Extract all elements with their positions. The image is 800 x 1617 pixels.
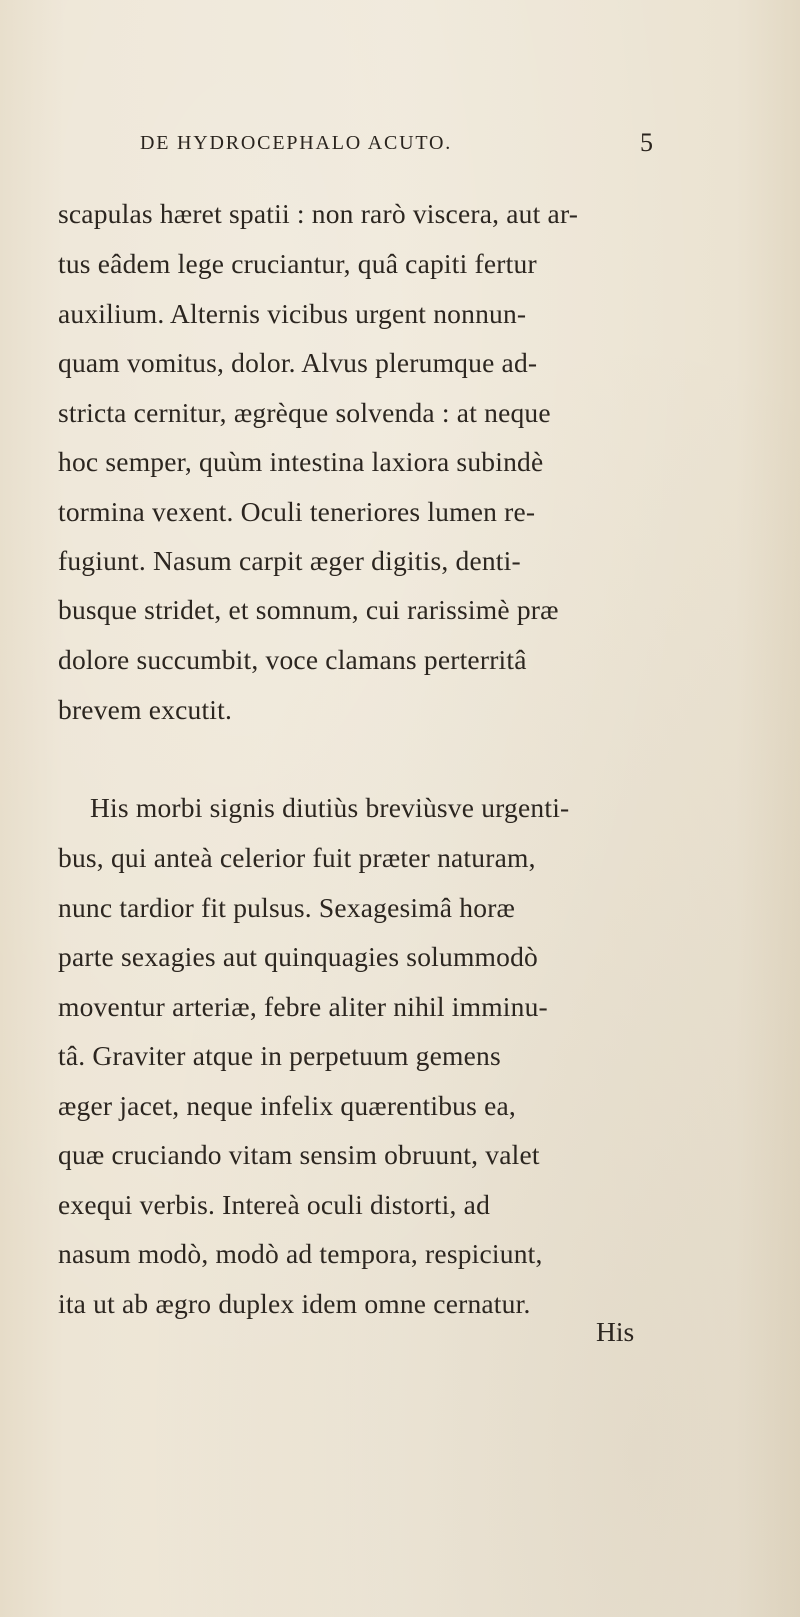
text-line: parte sexagies aut quinquagies solummodò — [58, 941, 538, 972]
text-line: æger jacet, neque infelix quærentibus ea, — [58, 1090, 516, 1121]
text-line: busque stridet, et somnum, cui rarissimè præ — [58, 594, 559, 625]
text-line: stricta cernitur, ægrèque solvenda : at neque — [58, 397, 551, 428]
text-line: exequi verbis. Intereà oculi distorti, ad — [58, 1189, 491, 1220]
text-line: moventur arteriæ, febre aliter nihil imminu- — [58, 991, 548, 1022]
text-line: auxilium. Alternis vicibus urgent nonnun- — [58, 298, 527, 329]
text-line: His morbi signis diutiùs breviùsve urgenti- — [90, 792, 570, 823]
text-line: brevem excutit. — [58, 694, 233, 725]
page-number: 5 — [640, 128, 653, 157]
text-line: tormina vexent. Oculi teneriores lumen re- — [58, 496, 536, 527]
running-head: DE HYDROCEPHALO ACUTO. — [140, 132, 453, 154]
text-line: nunc tardior fit pulsus. Sexagesimâ horæ — [58, 892, 516, 923]
text-line: ita ut ab ægro duplex idem omne cernatur. — [58, 1288, 531, 1319]
text-line: quæ cruciando vitam sensim obruunt, valet — [58, 1139, 540, 1170]
text-line: hoc semper, quùm intestina laxiora subindè — [58, 446, 544, 477]
text-line: dolore succumbit, voce clamans perterritâ — [58, 644, 527, 675]
catchword: His — [596, 1316, 635, 1347]
text-line: fugiunt. Nasum carpit æger digitis, denti- — [58, 545, 521, 576]
text-line: nasum modò, modò ad tempora, respiciunt, — [58, 1238, 543, 1269]
text-line: scapulas hæret spatii : non rarò viscera, aut ar- — [58, 198, 579, 229]
text-line: quam vomitus, dolor. Alvus plerumque ad- — [58, 347, 538, 378]
text-line: tâ. Graviter atque in perpetuum gemens — [58, 1040, 501, 1071]
text-line: bus, qui anteà celerior fuit præter naturam, — [58, 842, 536, 873]
text-line: tus eâdem lege cruciantur, quâ capiti fertur — [58, 248, 537, 279]
